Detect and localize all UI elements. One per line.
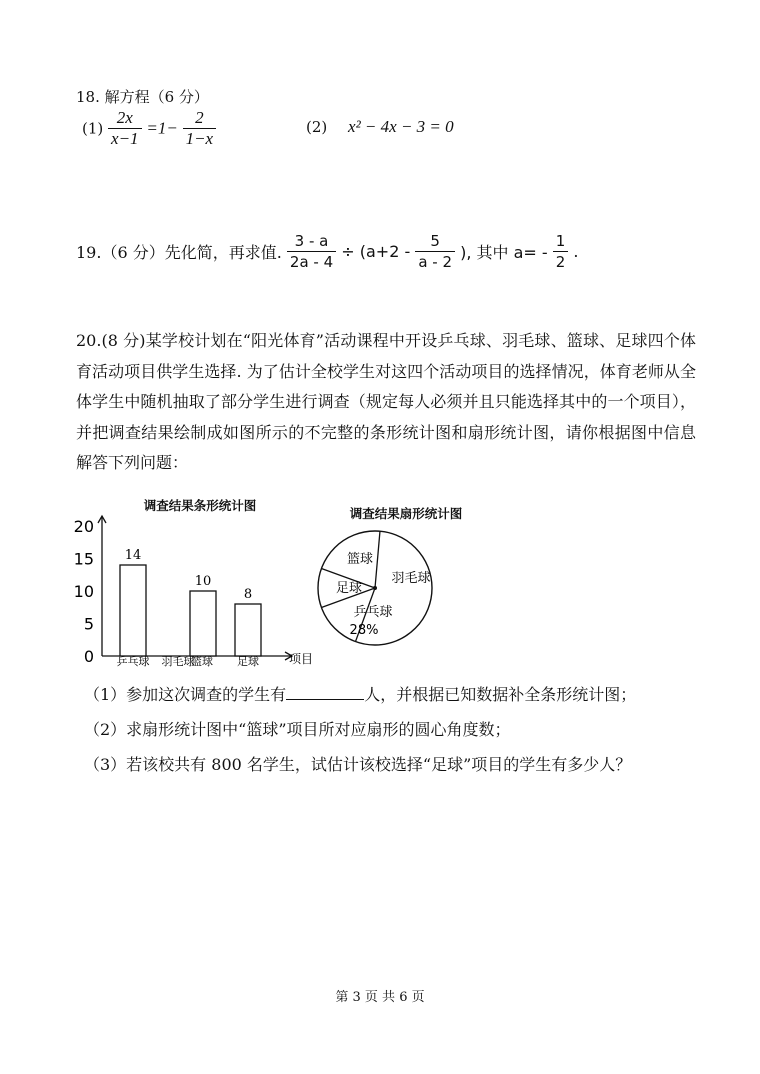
q18-p1-mid: =1− [146,118,178,138]
pie-chart [318,500,488,650]
q19-f2-den: a - 2 [418,253,453,271]
q19-f1-den: 2a - 4 [289,253,334,271]
q18-p1-lhs-den: x−1 [111,129,139,148]
bar-chart-title: 调查结果条形统计图 [143,498,257,513]
page-footer: 第 3 页 共 6 页 [335,990,425,1005]
q19-f2-num: 5 [415,231,455,252]
bar [190,591,216,656]
q18-part1-label: (1) [82,119,104,138]
q20-sub1-a: （1）参加这次调查的学生有 [84,685,287,704]
pie-chart-title: 调查结果扇形统计图 [349,506,463,521]
bar-value-label: 8 [243,587,253,602]
bar-chart-categories [117,654,260,668]
y-tick-label: 10 [73,582,94,601]
pie-slice-label: 乒乓球 [353,605,393,620]
bar-chart [70,496,314,671]
y-tick-label: 15 [73,549,94,569]
q19-end: . [573,242,579,261]
q19 [76,231,579,272]
q18-p1-lhs-fraction [108,108,142,149]
q20-sub2: （2）求扇形统计图中“篮球”项目所对应扇形的圆心角度数； [84,720,511,739]
pie-slice-label: 足球 [335,581,363,596]
bar [120,565,146,656]
category-label: 篮球 [191,655,213,668]
q18-p1-lhs-num: 2x [108,108,142,129]
category-label: 羽毛球 [161,655,195,668]
pie-slice-percent: 28% [349,623,379,638]
q20-sub1 [84,682,636,705]
pie-center [373,586,377,590]
q19-paren-close: ), 其中 a= - [460,243,548,262]
bar [235,604,261,656]
pie-chart-body [318,531,432,645]
q18-p1-rhs-den: 1−x [185,129,214,148]
q18-p1-rhs-fraction [183,108,217,149]
q19-div: ÷ [341,242,355,261]
q18-part2-label: (2) [306,118,328,136]
bar-chart-y-ticks [74,517,94,666]
y-tick-label: 20 [73,517,94,536]
q19-fraction-1 [287,231,336,272]
q20-sub3: （3）若该校共有 800 名学生，试估计该校选择“足球”项目的学生有多少人？ [84,755,632,774]
bar-value-label: 14 [124,548,142,563]
q18-part1 [82,108,216,149]
bar-value-label: 10 [194,574,212,589]
q19-f3-den: 2 [555,253,566,271]
category-label: 足球 [237,655,259,668]
x-axis-label: 项目 [288,652,314,666]
q19-fraction-2 [415,231,455,272]
q19-paren-open: (a+2 - [359,242,411,261]
y-tick-label: 5 [83,614,94,634]
pie-slice-label: 羽毛球 [391,571,431,586]
q20-intro: 20.(8 分)某学校计划在“阳光体育”活动课程中开设乒乓球、羽毛球、篮球、足球四个体育活动项目供学生选择. 为了估计全校学生对这四个活动项目的选择情况，体育老师从全体学生中随机抽取了部分学生进行调查（规定每人必须并且只能选择其中的一个项目），并把调查结果绘制成如图所示的不完整的条形统计图和扇形统计图，请你根据图中信息解答下列问题： [76,331,696,472]
q19-prefix: 19.（6 分）先化简，再求值. [76,243,282,262]
category-label: 乒乓球 [116,655,150,668]
bar-chart-bars [120,548,261,656]
q19-fraction-3 [553,231,569,272]
q18-p1-rhs-num: 2 [183,108,217,129]
q19-f3-num: 1 [553,231,569,252]
answer-blank[interactable] [286,683,364,700]
pie-slice-label: 篮球 [346,552,374,567]
q18-title: 18. 解方程（6 分） [76,88,209,106]
q19-f1-num: 3 - a [287,231,336,252]
q20-sub1-b: 人，并根据已知数据补全条形统计图； [364,685,637,704]
y-tick-label: 0 [83,647,94,666]
q18-p2-expr: x² − 4x − 3 = 0 [348,117,454,136]
q18-part2 [306,117,454,137]
